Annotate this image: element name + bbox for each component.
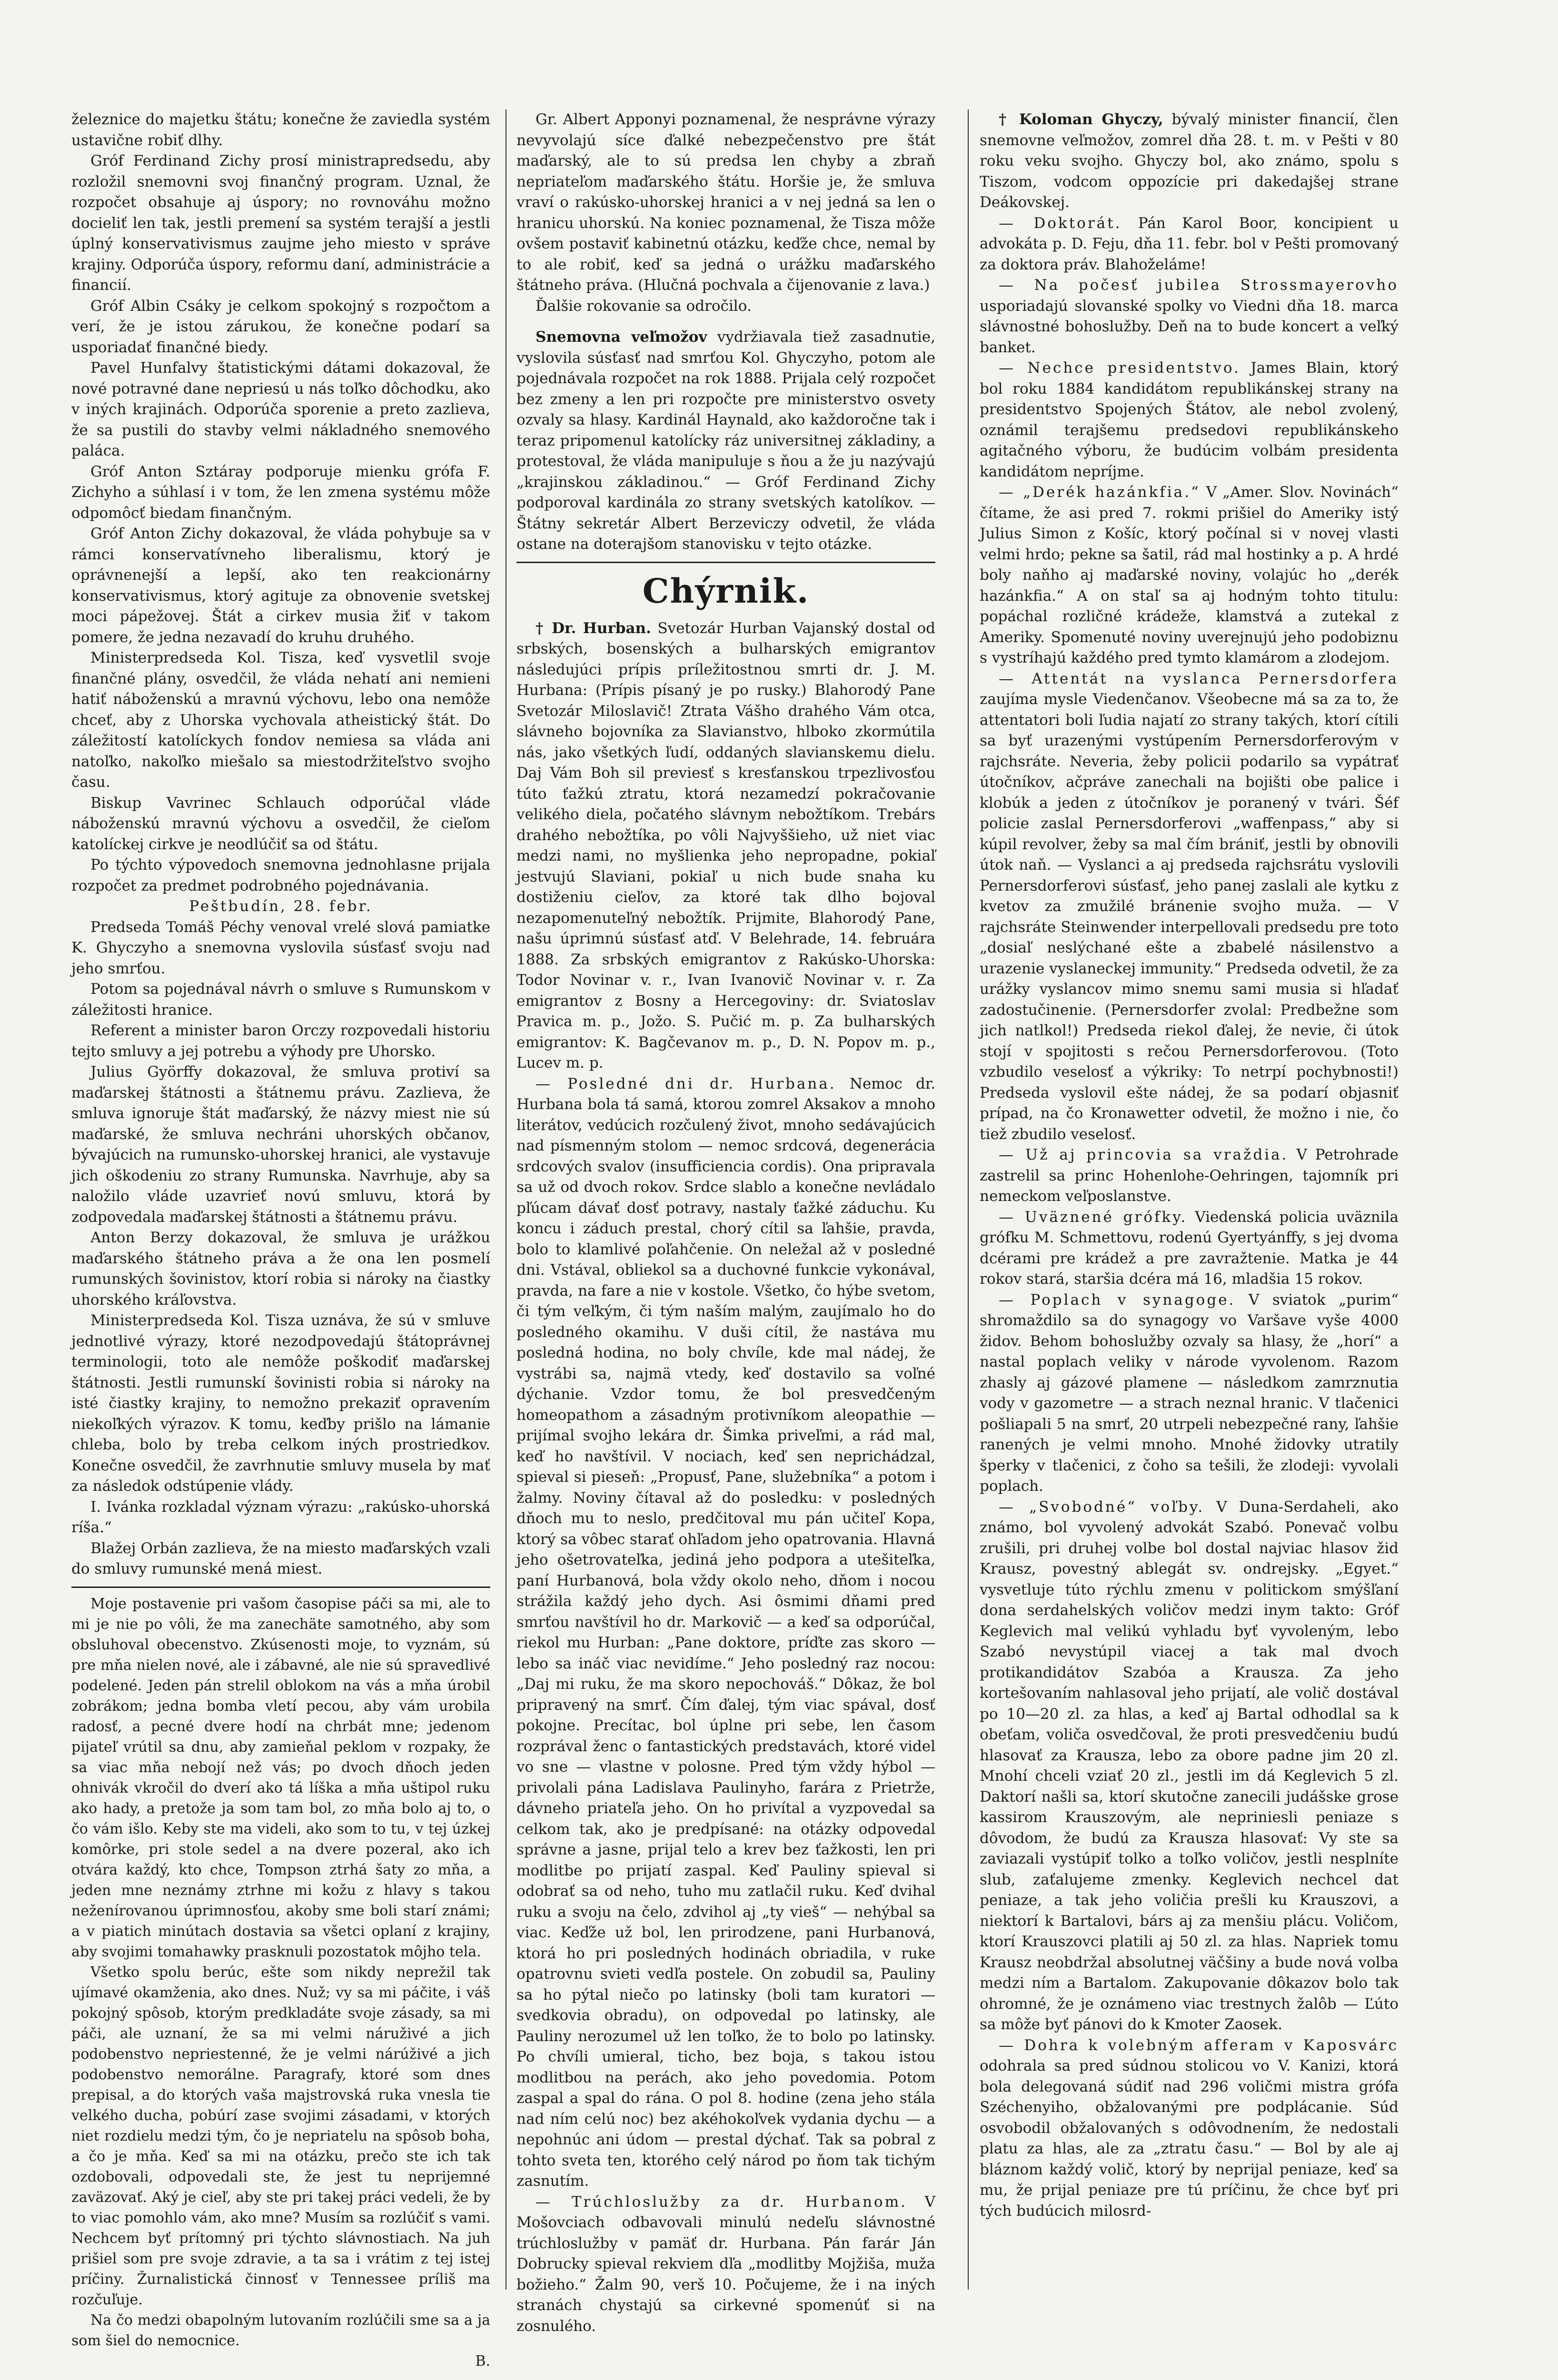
paragraph: Gr. Albert Apponyi poznamenal, že nesprávne výrazy nevyvolajú síce ďalké nebezpečenstvo pre štát maďarský, ale to sú predsa len chyby a zbraň nepriateľom maďarského štátu. Horšie je, že smluva vraví o rakúsko-uhorskej hranici a v nej jedná sa len o hranicu uhorskú. Na koniec poznamenal, že Tisza môže ovšem postaviť kabinetnú otázku, keďže chce, nemal by to ale robiť, keď sa jedná o urážku maďarského štátneho práva. (Hlučná pochvala a čijenovanie z lava.) [516, 111, 935, 294]
section-lead: † Koloman Ghyczy, [999, 111, 1163, 128]
section-text: James Blain, ktorý bol roku 1884 kandidátom republikánskej strany na presidentstvo Spojených Štátov, ale nebol zvolený, oznámil terajšemu predsedovi republikánskeho agitačného výboru, že budúcim volbám presidenta kandidátom nepríjme. [980, 359, 1399, 480]
section-lead: — Uväznené grófky. [999, 1208, 1188, 1226]
section-lead: — Nechce presidentstvo. [999, 359, 1240, 377]
section-divider [516, 562, 935, 563]
section-text: vydržiavala tiež zasadnutie, vyslovila súsťasť nad smrťou Kol. Ghyczyho, potom ale pojednávala rozpočet na rok 1888. Prijala celý rozpočet bez zmeny a len pri rozpočte pre ministerstvo osvety ozvaly sa hlasy. Kardinál Haynald, ako každoročne tak i teraz pripomenul katolícky ráz universitnej základiny, a protestoval, že vláda manipuluje s ňou a že ju nazývajú „krajinskou základinou.“ — Gróf Ferdinand Zichy podporoval kardinála zo strany svetských katolíkov. — Štátny sekretár Albert Berzeviczy odvetil, že vláda ostane na doterajšom stanovisku v tejto otázke. [516, 328, 936, 553]
section-lead: — Na počesť jubilea Strossmayerovho [999, 277, 1399, 294]
section-text: Pán Karol Boor, koncipient u advokáta p. D. Feju, dňa 11. febr. bol v Pešti promovaný za doktora práv. Blahoželáme! [980, 214, 1399, 273]
section-lead: — „Derék hazánkfia.“ [999, 484, 1201, 501]
feuilleton-paragraph: Moje postavenie pri vašom časopise páči sa mi, ale to mi je nie po vôli, že ma zanechäte samotného, aby som obsluhoval obecenstvo. Zkúsenosti moje, to vyznám, sú pre mňa nielen nové, ale i zábavné, ale nie sú spravedlivé podelené. Jeden pán strelil oblokom na vás a mňa úrobil zobrákom; jedna bomba vletí pecou, aby vám urobila radosť, a pecné dvere hodí na chrbát mne; jedenom pijateľ vrútil sa dnu, aby zamieňal peklom v rozpaky, že sa viac mňa nebojí než vás; po dvoch dňoch jeden ohnivák vkročil do dverí ako tá líška a mňa uštipol ruku ako hady, a pretože ja som tam bol, zo mňa bolo aj to, o čo vám išlo. Keby ste ma videli, ako som to tu, v tej úzkej komôrke, pri stole sedel a na dvere pozeral, ako ich otvára každý, kto chce, Tompson ztrhá šaty zo mňa, a jeden mne neznámy ztrhne mi kožu z hlavy s takou neženírovanou úprimnosťou, akoby sme boli starí známi; a v piatich minútach dostavia sa všetci oplaní z krajiny, aby svojimi tomahawky prasknuli pozostatok môjho tela. [71, 1595, 490, 1960]
section-lead: — Dohra k volebným afferam v Kaposvárc [999, 2036, 1399, 2054]
section-heading: Chýrnik. [642, 571, 810, 611]
section-text: V Duna-Serdaheli, ako známo, bol vyvolený advokát Szabó. Ponevač volbu zrušili, pri druhej volbe bol dostal najviac hlasov žid Krausz, povestný ablegát sv. ondrejsky. „Egyet.“ vysvetluje túto rýchlu zmenu v politickom smýšľaní dona serdahelských voličov medzi inym takto: Gróf Keglevich mal velikú vyhladu byť vyvoleným, lebo Szabó nevystúpil viacej a tak mal dvoch protikandidátov Szabóa a Krausza. Za jeho kortešovaním nahlasoval jeho prijatí, ale volič dostával po 10—20 zl. za hlas, a keď aj Bartal odhodlal sa k obeťam, voliča osvedčoval, že proti presvedčeniu budú hlasovať za Krausza, lebo za obore padne jim 20 zl. Mnohí chceli vziať 20 zl., jestli im dá Keglevich 5 zl. Daktorí našli sa, ktorí skutočne zanecili judášske grose kassirom Krauszovým, ale nepriniesli peniaze s dôvodom, že budú za Krausza hlasovať: Vy ste sa zaviazali vystúpiť tolko a toľko voličov, jestli nesplníte slub, zaťalujeme zmenky. Keglevich nechcel dat peniaze, a tak jeho voličia prešli ku Krauszovi, a niektorí k Bartalovi, bárs aj za menšiu plácu. Voličom, ktorí Krauszovci platili aj 50 zl. za hlas. Napriek tomu Krausz neobdržal absolutnej väčšiny a bude nová volba medzi ním a Bartalom. Zakupovanie dôkazov bolo tak ohromné, že je oznámeno viac trestnych žalôb — Ľúto sa môže byť pánovi do k Kmoter Zaosek. [980, 1498, 1399, 2033]
section-lead: Snemovna veľmožov [536, 328, 707, 346]
paragraph: Ministerpredseda Kol. Tisza, keď vysvetlil svoje finančné plány, osvedčil, že vláda nehatí ani nemieni hatiť náboženskú a mravnú výchovu, lebo ona nemôže chceť, aby z Uhorska vychovala atheistický štát. Do záležitostí katolíckych fondov nemiesa sa vláda ani natoľko, nakoľko miešalo sa miestodržiteľstvo svojho času. [71, 649, 490, 791]
section-lead: † Dr. Hurban. [536, 619, 651, 637]
section-text: V „Amer. Slov. Novinách“ čítame, že asi pred 7. rokmi prišiel do Ameriky istý Julius Simon z Košíc, ktorý počínal si v novej vlasti velmi hrdo; pekne sa šatil, rád mal hostinky a p. A hrdé boly naňho aj maďarské noviny, volajúc ho „derék hazánkfia.“ A on staľ sa aj hodným tohto titulu: popáchal rozličné krádeže, klamstvá a zutekal z Ameriky. Spomenuté noviny uverejnujú jeho podobiznu s vystríhajú každého pred tymto klamárom a zlodejom. [980, 484, 1399, 666]
column-middle [516, 109, 936, 2335]
paragraph: I. Ivánka rozkladal význam výrazu: „rakúsko-uhorská ríša.“ [71, 1498, 490, 1536]
feuilleton-paragraph: Na čo medzi obapolným lutovaním rozlúčili sme sa a ja som šiel do nemocnice. [71, 2311, 490, 2349]
section-lead: — Posledné dni dr. Hurbana. [536, 1075, 836, 1092]
section-text: Svetozár Hurban Vajanský dostal od srbských, bosenských a bulharských emigrantov následujúci prípis príležitostnou smrti dr. J. M. Hurbana: (Prípis písaný je po rusky.) Blahorodý Pane Svetozár Miloslavič! Ztrata Vášho drahého Vám otca, slávneho bojovníka za Slavianstvo, hlboko zkormútila nás, jako všetkých ľudí, oddaných slavianskemu dielu. Daj Vám Boh sil previesť s kresťanskou trpezlivosťou túto ťažkú ztratu, ktorá nezamedzí pokračovanie velikého diela, počatého slávnym nebožtíkom. Trebárs drahého nebožtíka, po vôli Najvyššieho, už niet viac medzi nami, no myšlienka jeho nepropadne, pokiaľ jestvujú Slaviani, pokiaľ u nich bude snaha ku dostiženiu cieľov, za ktoré tak dlho bojoval nezapomenuteľný nebožtík. Prijmite, Blahorodý Pane, našu úprimnú súsťasť atď. V Belehrade, 14. februára 1888. Za srbských emigrantov z Rakúsko-Uhorska: Todor Novinar v. r., Ivan Ivanovič Novinar v. r. Za emigrantov z Bosny a Hercegoviny: dr. Sviatoslav Pravica m. p., Jožo. S. Pučić m. p. Za bulharských emigrantov: K. Bagčevanov m. p., D. N. Popov m. p., Lucev m. p. [516, 619, 935, 1071]
section-text: V Petrohrade zastrelil sa princ Hohenlohe-Oehringen, tajomník pri nemeckom veľposlanstve. [980, 1146, 1399, 1205]
section-text: odohrala sa pred súdnou stolicou vo V. Kanizi, ktorá bola delegovaná súdiť nad 296 voličmi mistra grófa Széchenyiho, obžalovanými pre podplácanie. Súd osvobodil obžalovaných s odôvodnením, že nedostali platu za hlas, ale za „ztratu času.“ — Bol by ale aj bláznom každý volič, ktorý by neprijal peniaze, keď sa mu, že prijal peniaze pre tú príčinu, že chce byť pri tých budúcich milosrd- [980, 2057, 1399, 2220]
section-lead: — Attentát na vyslanca Pernersdorfera [999, 670, 1399, 687]
paragraph: Potom sa pojednával návrh o smluve s Rumunskom v záležitosti hranice. [71, 981, 490, 1019]
paragraph: Po týchto výpovedoch snemovna jednohlasne prijala rozpočet za predmet podrobného pojednávania. [71, 856, 490, 894]
section-lead: — Už aj princovia sa vraždia. [999, 1146, 1289, 1163]
paragraph: Gróf Ferdinand Zichy prosí ministrapredsedu, aby rozložil snemovni svoj finančný program. Uznal, že rozpočet obsahuje aj úspory; no rovnováhu možno docieliť len tak, jestli premení sa systém terajší a jestli úplný konservativismus zaujme jeho miesto v správe krajiny. Odporúča úspory, reformu daní, administrácie a financií. [71, 152, 490, 294]
dateline: Peštbudín, 28. febr. [189, 898, 373, 915]
paragraph: Biskup Vavrinec Schlauch odporúčal vláde náboženskú mravnú výchovu a osvedčil, že cieľom katolíckej cirkve je neodlúčiť sa od štátu. [71, 794, 490, 853]
paragraph: Gróf Anton Zichy dokazoval, že vláda pohybuje sa v rámci konservatívneho liberalismu, ktorý je oprávnenejší a lepší, ako ten reakcionárny konservativismus, ktorý agituje za obnovenie svetskej moci pápežovej. Štát a cirkev musia žiť v takom pomere, že jedna nezavadí do kruhu druhého. [71, 525, 490, 646]
section-text: usporiadajú slovanské spolky vo Viedni dňa 18. marca slávnostné bohoslužby. Deň na to bude koncert a veľký banket. [980, 297, 1399, 356]
paragraph: Pavel Hunfalvy štatistickými dátami dokazoval, že nové potravné dane nepriesú u nás toľko dôchodku, ako v iných krajinách. Odporúča sporenie a preto zazlieva, že sa pustili do stavby velmi nákladného snemového paláca. [71, 359, 490, 459]
column-rule [968, 109, 969, 2290]
paragraph: Predseda Tomáš Péchy venoval vrelé slová pamiatke K. Ghyczyho a snemovna vyslovila súsťasť svoju nad jeho smrťou. [71, 918, 490, 977]
section-text: zaujíma mysle Viedenčanov. Všeobecne má sa za to, že attentatori boli ľudia najatí zo strany takých, ktorí cítili sa byť urazenými vystúpením Pernersdorferovým v rajchsráte. Neveria, žeby policii podarilo sa vypátrať útočníkov, ačpráve zanechali na bojišti obe palice i klobúk a jeden z útočníkov je poranený v tvári. Šéf policie zaslal Pernersdorferovi „waffenpass,“ aby si kúpil revolver, žeby sa mal čím brániť, jestli by obnovili útok naň. — Vyslanci a aj predseda rajchsrátu vyslovili Pernersdorferovi súsťasť, jeho panej zaslali ale kytku z kvetov za zmužilé bránenie svojho muža. — V rajchsráte Steinwender interpellovali predsedu pre toto „dosiaľ neslýchané ešte a zbabelé násilenstvo a urazenie vyslaneckej immunity.“ Predseda odvetil, že za urážky vyslancov mimo snemu sami musia si hľadať zadostučinenie. (Pernersdorfer zvolal: Predbežne som jich natlkol!) Predseda riekol ďalej, že nevie, či útok stojí v spojitosti s rečou Pernersdorferovou. (Toto vzbudilo veselosť a výkriky: To netrpí pochybnosti!) Predseda vyslovil ešte nádej, že sa podarí objasniť prípad, na čo Kronawetter odvetil, že možno i nie, čo tiež zbudilo veselosť. [980, 691, 1399, 1143]
section-lead: — „Svobodné“ voľby. [999, 1498, 1205, 1516]
section-text: bývalý minister financií, člen snemovne veľmožov, zomrel dňa 28. t. m. v Pešti v 80 roku veku svojho. Ghyczy bol, ako známo, spolu s Tiszom, vodcom oppozície pri dakedajšej strane Deákovskej. [980, 111, 1399, 211]
column-right [980, 109, 1399, 2290]
section-text: Viedenská policia uväznila grófku M. Schmettovu, rodenú Gyertyánffy, s jej dvoma dcérami pre krádež a pre zavražtenie. Matka je 44 rokov stará, staršia dcéra má 16, mladšia 15 rokov. [980, 1208, 1399, 1288]
section-text: V Mošovciach odbavovali minulú nedeľu slávnostné trúchloslužby v pamäť dr. Hurbana. Pán farár Ján Dobrucky spieval rekviem dľa „modlitby Mojžiša, muža božieho.“ Žalm 90, verš 10. Počujeme, že i na iných stranách chystajú sa cirkevné spomenúť si na zosnulého. [516, 2193, 935, 2335]
paragraph: Julius Györffy dokazoval, že smluva protiví sa maďarskej štátnosti a štátnemu právu. Zazlieva, že smluva ignoruje štát maďarský, že názvy miest nie sú maďarské, že smluva nechráni uhorských občanov, bývajúcich na rumunsko-uhorskej hranici, ale vystavuje jich oškodeniu zo strany Rumunska. Navrhuje, aby sa naložilo vláde uzavrieť novú smluvu, ktorá by zodpovedala maďarskej štátnosti a štátnemu právu. [71, 1063, 490, 1226]
paragraph: Gróf Anton Sztáray podporuje mienku grófa F. Zichyho a súhlasí i v tom, že len zmena systému môže odpomôcť biedam finančným. [71, 463, 490, 522]
paragraph: Referent a minister baron Orczy rozpovedali historiu tejto smluvy a jej potrebu a výhody pre Uhorsko. [71, 1022, 490, 1060]
section-divider [71, 1587, 490, 1588]
column-left [71, 109, 490, 2370]
paragraph: železnice do majetku štátu; konečne že zaviedla systém ustavične robiť dlhy. [71, 111, 490, 149]
section-text: V sviatok „purim“ shromaždilo sa do synagogy vo Varšave vyše 4000 židov. Behom bohoslužby ozvaly sa hlasy, že „horí“ a nastal poplach veliky v národe vyvolenom. Razom zhasly aj gázové plamene — následkom zamrznutia vody v gazometre — a strach neznal hranic. V tlačenici pošliapali 5 na smrť, 20 utrpeli nebezpečné rany, ľahšie ranených je velmi mnoho. Mnohé židovky utratily šperky v tlačenici, z čoho sa tešili, že zlodeji: vyvolali poplach. [980, 1291, 1399, 1495]
paragraph: Gróf Albin Csáky je celkom spokojný s rozpočtom a verí, že je istou zárukou, že konečne podarí sa usporiadať finančné biedy. [71, 297, 490, 356]
paragraph: Anton Berzy dokazoval, že smluva je urážkou maďarského štátneho práva a že ona len posmelí rumunských šovinistov, ktorí robia si nároky na čiastky uhorského kráľovstva. [71, 1229, 490, 1309]
paragraph: Ministerpredseda Kol. Tisza uznáva, že sú v smluve jednotlivé výrazy, ktoré nezodpovedajú štátoprávnej terminologii, toto ale nemôže poškodiť maďarskej štátnosti. Jestli rumunskí šovinisti robia si nároky na isté čiastky krajiny, to nemožno prekaziť opravením niekoľkých výrazov. K tomu, keďby prišlo na lámanie chleba, bolo by treba celkom iných prostriedkov. Konečne osvedčil, že zavrhnutie smluvy musela by mať za následok odstúpenie vlády. [71, 1312, 490, 1495]
feuilleton-paragraph: Všetko spolu berúc, ešte som nikdy neprežil tak ujímavé okamženia, ako dnes. Nuž; vy sa mi páčite, i váš pokojný spôsob, ktorým predkladáte svoje zásady, sa mi páči, ale uznaní, že sa mi velmi náruživé a jich podobenstvo nepriestenné, že je velmi nárúživé a jich podobenstvo nemorálne. Paragrafy, ktoré som dnes prepisal, a do ktorých vaša majstrovská ruka vnesla tie velkého ducha, pobúrí zase svojimi zásadami, v ktorých niet rozdielu medzi tým, čo je nepriatelu na spôsob boha, a čo je mňa. Keď sa mi na otázku, prečo ste ich tak ozdobovali, odpovedali ste, že jest tu neprijemné zaväzovať. Aký je cieľ, aby ste pri takej práci vedeli, že by to viac pomohlo vám, ako mne? Musím sa rozlúčiť s vami. Nechcem byť prítomný pri týchto slávnostiach. Na juh prišiel som pre svoje zdravie, a ta sa i vrátim z tej istej príčiny. Žurnalistická činnosť v Tennessee príliš ma rozčuľuje. [71, 1964, 490, 2308]
feuilleton-signature: B. [475, 2352, 490, 2370]
section-lead: — Doktorát. [999, 214, 1122, 232]
paragraph: Blažej Orbán zazlieva, že na miesto maďarských vzali do smluvy rumunské mená miest. [71, 1539, 490, 1577]
section-lead: — Poplach v synagoge. [999, 1291, 1236, 1309]
section-text: Nemoc dr. Hurbana bola tá samá, ktorou zomrel Aksakov a mnoho literátov, vedúcich rozčulený život, mnoho sedávajúcich nad písmenným stolom — nemoc srdcová, degenerácia srdcových svalov (insufficiencia cordis). Ona pripravala sa už od dvoch rokov. Srdce slablo a konečne nevládalo pľúcam dávať dosť potravy, nastaly ťažké záduchu. Ku koncu i záduch prestal, chorý cítil sa ľahšie, pravda, bolo to klamlivé poľahčenie. On neležal až v posledné dni. Vstával, obliekol sa a duchovné funkcie vykonával, pravda, na fare a nie v kostole. Všetko, čo hýbe svetom, či tým veľkým, či tým naším malým, zaujímalo ho do posledného okamihu. V duši cítil, že nastáva mu posledná hodina, no boly chvíle, kde mal nádej, že vystrábi sa, najmä vtedy, keď dostavilo sa voľné dýchanie. Vzdor tomu, že bol presvedčeným homeopathom a zásadným protivníkom aleopathie — prijímal svojho lekára dr. Šimka priveľmi, a rád mal, keď ho navštívil. V nociach, keď sen neprichádzal, spieval si pieseň: „Propusť, Pane, služebníka“ a potom i žalmy. Noviny čítaval až do posledku: v posledných dňoch mu to neslo, predčitoval mu pán učiteľ Kopa, ktorý sa vôbec starať ohľadom jeho opatrovania. Hlavná jeho ošetrovateľka, jediná jeho podpora a utešiteľka, paní Hurbanová, bola vždy okolo neho, dňom i nocou strážila každý jeho dych. Asi ôsmimi dňami pred smrťou navštívil ho dr. Markovič — a keď sa odporúčal, riekol mu Hurban: „Pane doktore, príďte zas skoro — lebo sa ináč viac nevidíme.“ Jeho posledný raz nocou: „Daj mi ruku, že ma skoro nepochováš.“ Dôkaz, že bol pripravený na smrť. Čím ďalej, tým viac spával, dosť pokojne. Precítac, bol úplne pri sebe, len časom rozprával ženc o fantastických predstavách, ktoré videl vo sne — vlastne v polosne. Pred tým vždy hýbol — privolali pána Ladislava Paulinyho, farára z Prietrže, dávneho priateľa jeho. On ho privítal a vyzpovedal sa celkom tak, ako je predpísané: na otázky odpovedal správne a jasne, prijal telo a krev bez ťažkosti, len pri modlitbe po prijatí zaspal. Keď Pauliny spieval si odobrať sa od neho, tuho mu zatlačil ruku. Keď dvihal ruku a svoju na čelo, zdvihol aj „ty vieš“ — nehýbal sa viac. Keďže už bol, len prirodzene, pani Hurbanová, ktorá ho pri posledných hodinách obriadila, v ruke opatrovnu svieti vedľa postele. On zobudil sa, Pauliny sa ho pýtal niečo po latinsky (boli tam kuratori — svedkovia obradu), on odpovedal po latinsky, ale Pauliny nerozumel už len toľko, že to bolo po latinsky. Po chvíli umieral, ticho, bez boja, s takou istou modlitbou na perách, ako jeho povedomia. Potom zaspal a spal do rána. O pol 8. hodine (zena jeho stála nad ním celú noc) bez akéhokoľvek vydania dychu — a nepohnúc ani údom — prestal dýchať. Tak sa pobral z tohto sveta ten, ktorého celý národ po ňom tak tichým zasnutím. [516, 1075, 936, 2190]
section-lead: — Trúchloslužby za dr. Hurbanom. [536, 2193, 907, 2211]
paragraph: Ďalšie rokovanie sa odročilo. [536, 297, 752, 315]
